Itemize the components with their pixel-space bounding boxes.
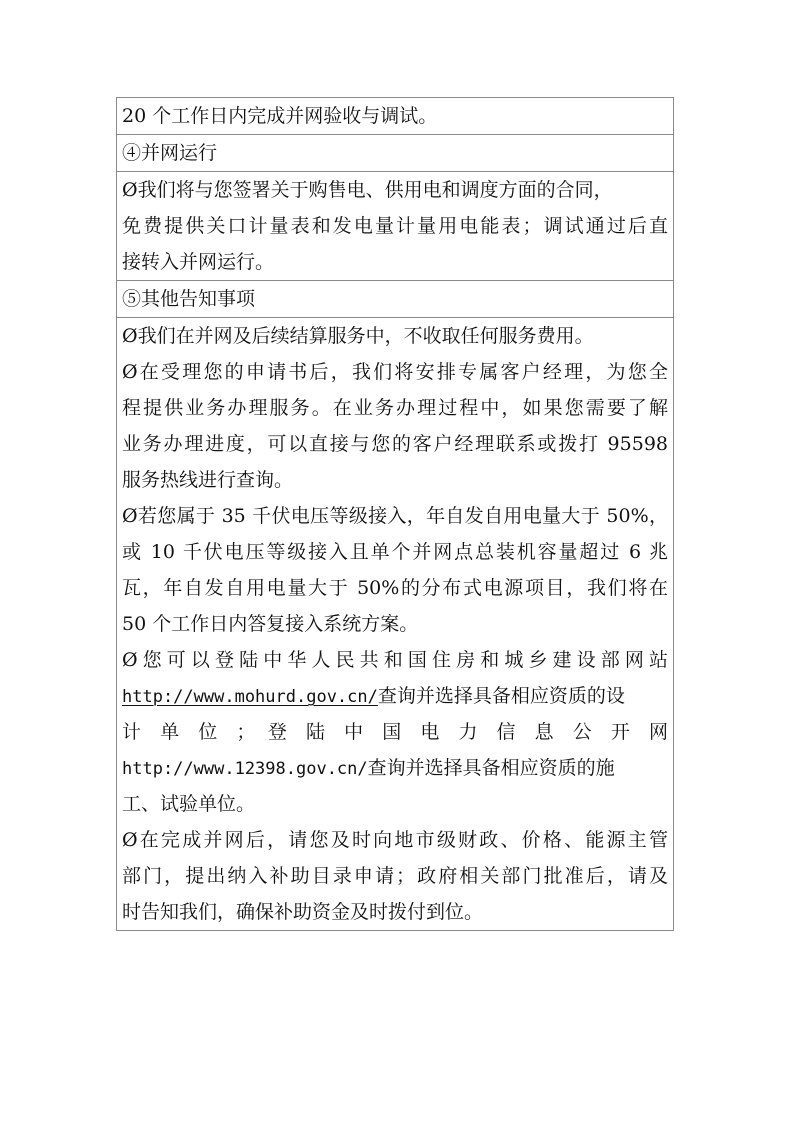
text-line: 20 个工作日内完成并网验收与调试。 (122, 105, 438, 127)
table-row (117, 317, 673, 930)
table-row (117, 171, 673, 280)
text-line: Ø我们将与您签署关于购售电、供用电和调度方面的合同， (122, 179, 613, 201)
text-line: Ø在完成并网后，请您及时向地市级财政、价格、能源主管 (122, 829, 668, 851)
table-row (117, 98, 673, 134)
section-heading-row (117, 280, 673, 317)
text-line-with-link (122, 678, 668, 714)
text-line: 50 个工作日内答复接入系统方案。 (122, 613, 419, 635)
mohurd-link[interactable]: http://www.mohurd.gov.cn/ (122, 687, 378, 707)
text-line: 时告知我们，确保补助资金及时拨付到位。 (122, 901, 484, 923)
text-line-with-url (122, 750, 668, 786)
notice-table (116, 97, 674, 931)
section-heading: ⑤其他告知事项 (122, 288, 256, 310)
section-heading: ④并网运行 (122, 142, 218, 164)
text-line: 服务热线进行查询。 (122, 469, 294, 491)
text-line: 计 单 位 ； 登 陆 中 国 电 力 信 息 公 开 网 (122, 721, 668, 743)
text-line: Ø在受理您的申请书后，我们将安排专属客户经理，为您全 (122, 361, 668, 383)
text-span: 查询并选择具备相应资质的设 (377, 685, 625, 707)
text-line: Ø您可以登陆中华人民共和国住房和城乡建设部网站 (122, 649, 668, 671)
text-line: 免费提供关口计量表和发电量计量用电能表；调试通过后直 (122, 215, 668, 237)
text-line: 接转入并网运行。 (122, 251, 275, 273)
text-line: 部门，提出纳入补助目录申请；政府相关部门批准后，请及 (122, 865, 668, 887)
text-line: Ø若您属于 35 千伏电压等级接入，年自发自用电量大于 50%， (122, 505, 668, 527)
text-line: 工、试验单位。 (122, 793, 256, 815)
text-line: Ø我们在并网及后续结算服务中，不收取任何服务费用。 (122, 325, 594, 347)
url-12398-text: http://www.12398.gov.cn/ (122, 759, 368, 779)
section-heading-row (117, 134, 673, 171)
text-line: 业务办理进度，可以直接与您的客户经理联系或拨打 95598 (122, 433, 668, 455)
text-line: 程提供业务办理服务。在业务办理过程中，如果您需要了解 (122, 397, 668, 419)
text-line: 或 10 千伏电压等级接入且单个并网点总装机容量超过 6 兆 (122, 541, 668, 563)
text-span: 查询并选择具备相应资质的施 (367, 757, 615, 779)
text-line: 瓦，年自发自用电量大于 50%的分布式电源项目，我们将在 (122, 577, 668, 599)
